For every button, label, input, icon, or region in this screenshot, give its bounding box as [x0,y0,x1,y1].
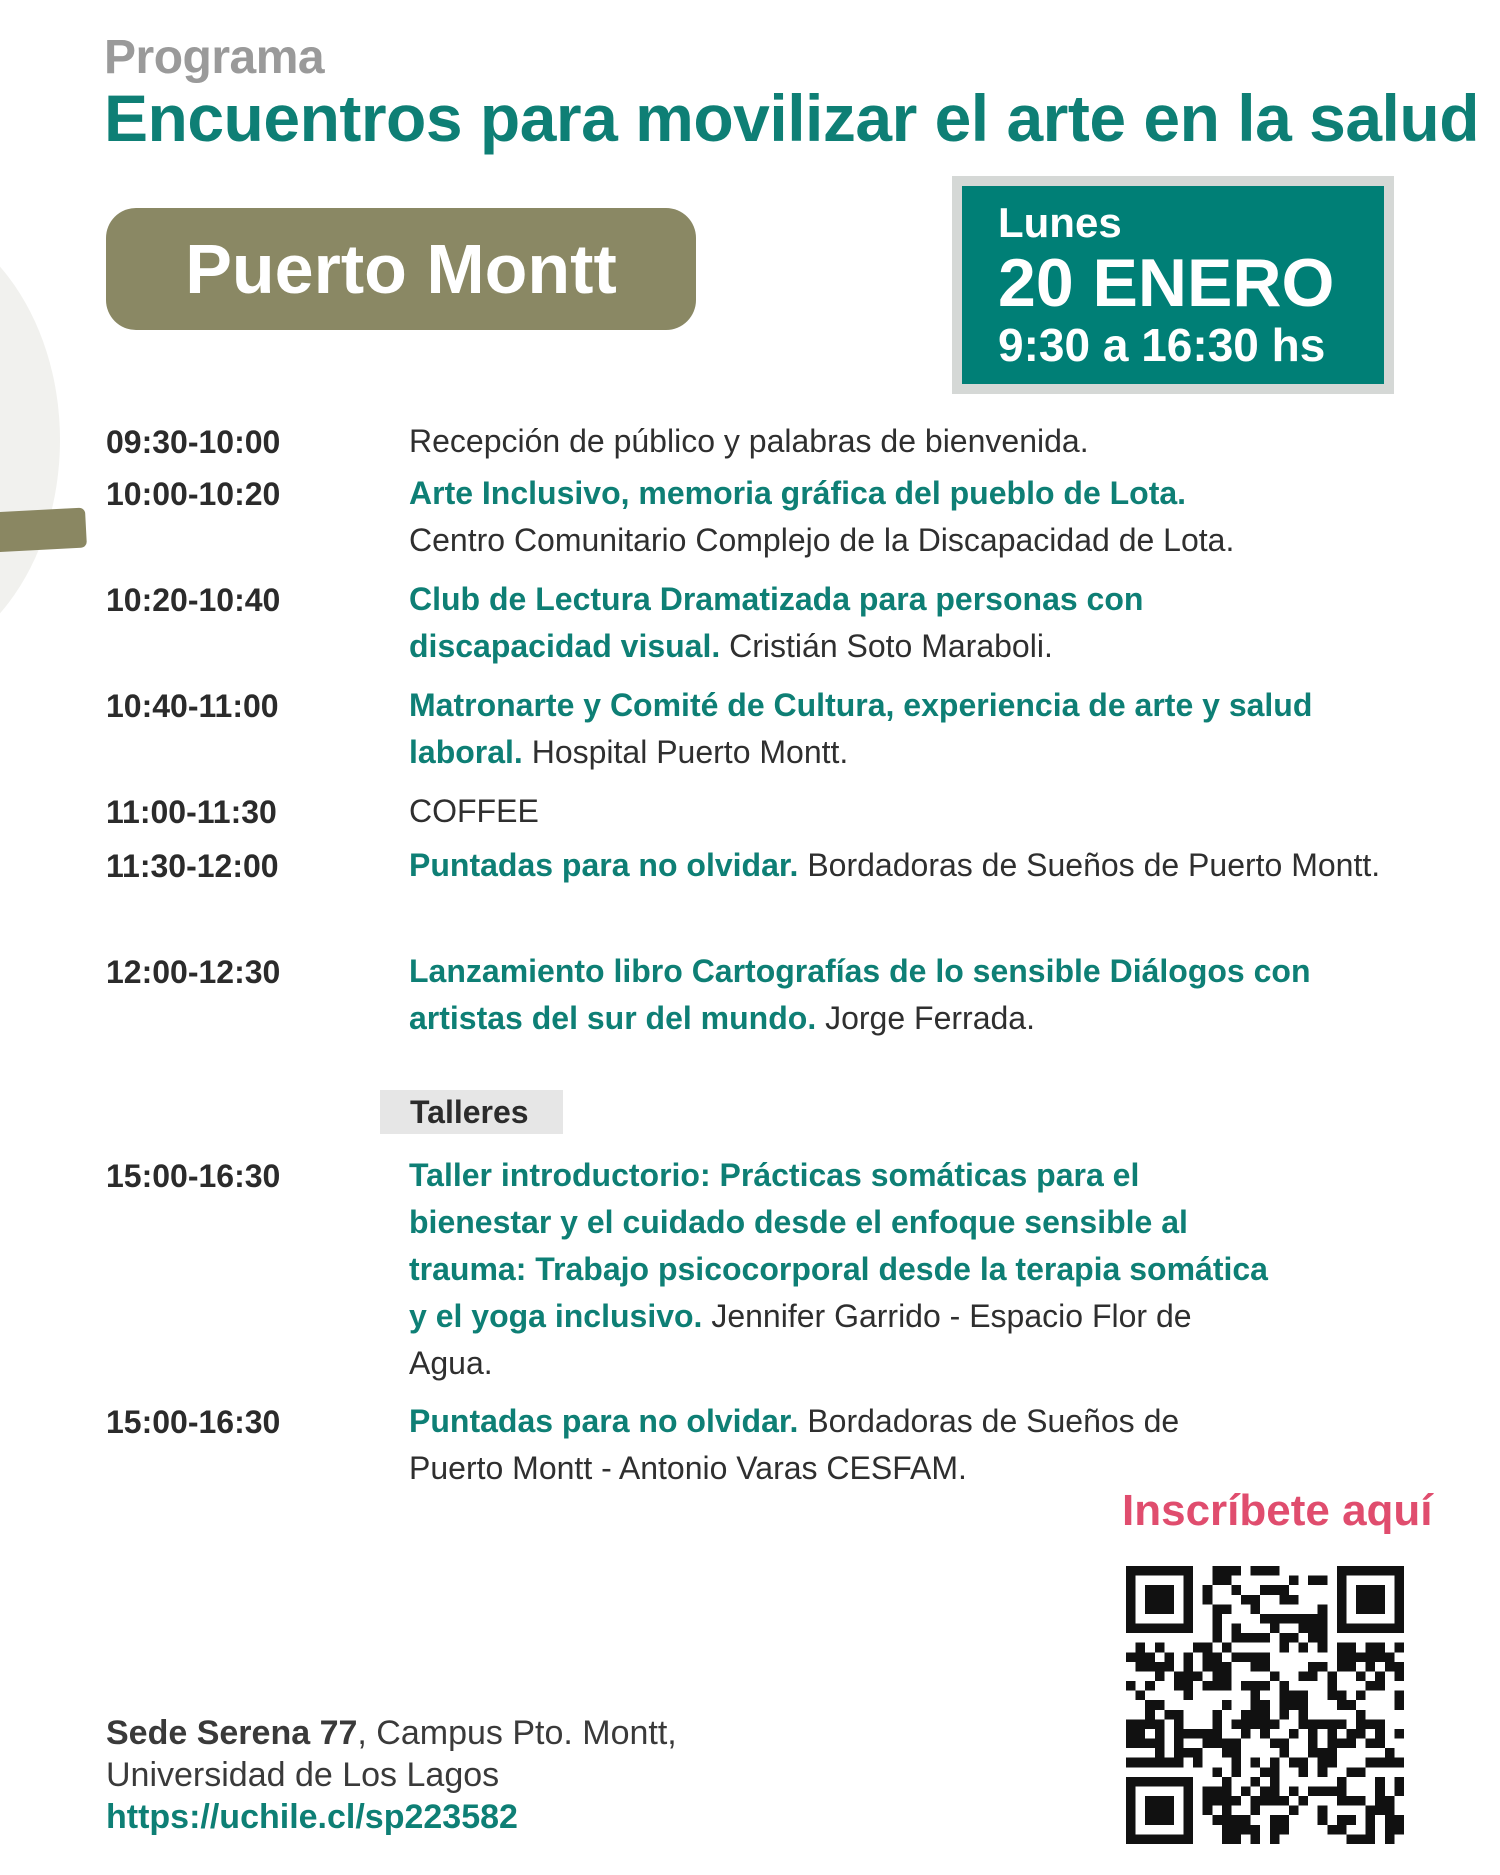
schedule-row [106,788,1416,842]
workshop-content [409,1398,1269,1492]
workshop-detail: Jennifer Garrido - Espacio Flor de Agua. [409,1298,1192,1381]
workshops-section [106,1090,1416,1152]
date-panel [962,186,1384,384]
schedule-content [409,576,1279,670]
campus-name: , Campus Pto. Montt, [357,1714,677,1752]
schedule-title: Puntadas para no olvidar. [409,847,799,883]
workshop-detail: Bordadoras de Sueños de Puerto Montt - Antonio Varas CESFAM. [409,1403,1180,1486]
schedule-row [106,418,1416,470]
schedule-content [409,418,1416,465]
schedule-detail: Recepción de público y palabras de bienvenida. [409,423,1089,459]
schedule-detail: Centro Comunitario Complejo de la Discapacidad de Lota. [409,522,1235,558]
workshop-title: Taller introductorio: Prácticas somáticas para el bienestar y el cuidado desde el enfoque sensible al trauma: Trabajo psicocorporal desde la terapia somática y el yoga inclusivo. [409,1157,1268,1334]
city-label: Puerto Montt [185,230,617,308]
schedule-content [409,470,1416,564]
registration-link[interactable]: https://uchile.cl/sp223582 [106,1798,518,1836]
schedule-detail: COFFEE [409,793,539,829]
schedule-row [106,842,1416,948]
decorative-brush-stroke [0,508,87,553]
date-box [952,176,1394,394]
register-cta[interactable]: Inscríbete aquí [1122,1486,1433,1535]
workshop-content [409,1152,1269,1387]
page-title: Encuentros para movilizar el arte en la salud [104,81,1480,155]
program-eyebrow: Programa [104,31,325,84]
institution-name: Universidad de Los Lagos [106,1756,500,1794]
qr-code[interactable] [1126,1566,1404,1844]
schedule-content [409,682,1339,776]
workshop-title: Puntadas para no olvidar. [409,1403,799,1439]
schedule-content [409,842,1409,889]
schedule-time: 09:30-10:00 [106,424,281,460]
venue-name: Sede Serena 77 [106,1714,358,1752]
workshops-label: Talleres [380,1090,563,1134]
schedule-time: 11:30-12:00 [106,848,279,884]
schedule-title: Matronarte y Comité de Cultura, experiencia de arte y salud laboral. [409,687,1313,770]
schedule-title: Club de Lectura Dramatizada para personas con discapacidad visual. [409,581,1144,664]
schedule-list [106,418,1416,1508]
workshop-time: 15:00-16:30 [106,1158,281,1194]
workshop-time: 15:00-16:30 [106,1404,281,1440]
schedule-detail: Jorge Ferrada. [825,1000,1035,1036]
schedule-time: 10:40-11:00 [106,688,279,724]
schedule-title: Arte Inclusivo, memoria gráfica del pueblo de Lota. [409,475,1187,511]
schedule-time: 10:00-10:20 [106,476,281,512]
date-day: Lunes [998,199,1122,246]
schedule-row [106,470,1416,576]
schedule-detail: Cristián Soto Maraboli. [729,628,1053,664]
city-badge [106,208,696,330]
workshop-row [106,1152,1416,1398]
schedule-time: 11:00-11:30 [106,794,277,830]
schedule-time: 12:00-12:30 [106,954,281,990]
schedule-content [409,948,1369,1042]
schedule-row [106,682,1416,788]
schedule-title: Lanzamiento libro Cartografías de lo sensible Diálogos con artistas del sur del mundo. [409,953,1311,1036]
schedule-row [106,948,1416,1090]
date-main: 20 ENERO [998,245,1335,321]
decorative-shape [0,210,60,670]
address-block [106,1712,677,1838]
schedule-detail: Hospital Puerto Montt. [531,734,849,770]
schedule-content [409,788,1416,835]
schedule-row [106,576,1416,682]
schedule-time: 10:20-10:40 [106,582,281,618]
date-hours: 9:30 a 16:30 hs [998,319,1326,371]
schedule-detail: Bordadoras de Sueños de Puerto Montt. [807,847,1381,883]
address-line-1 [106,1712,677,1754]
